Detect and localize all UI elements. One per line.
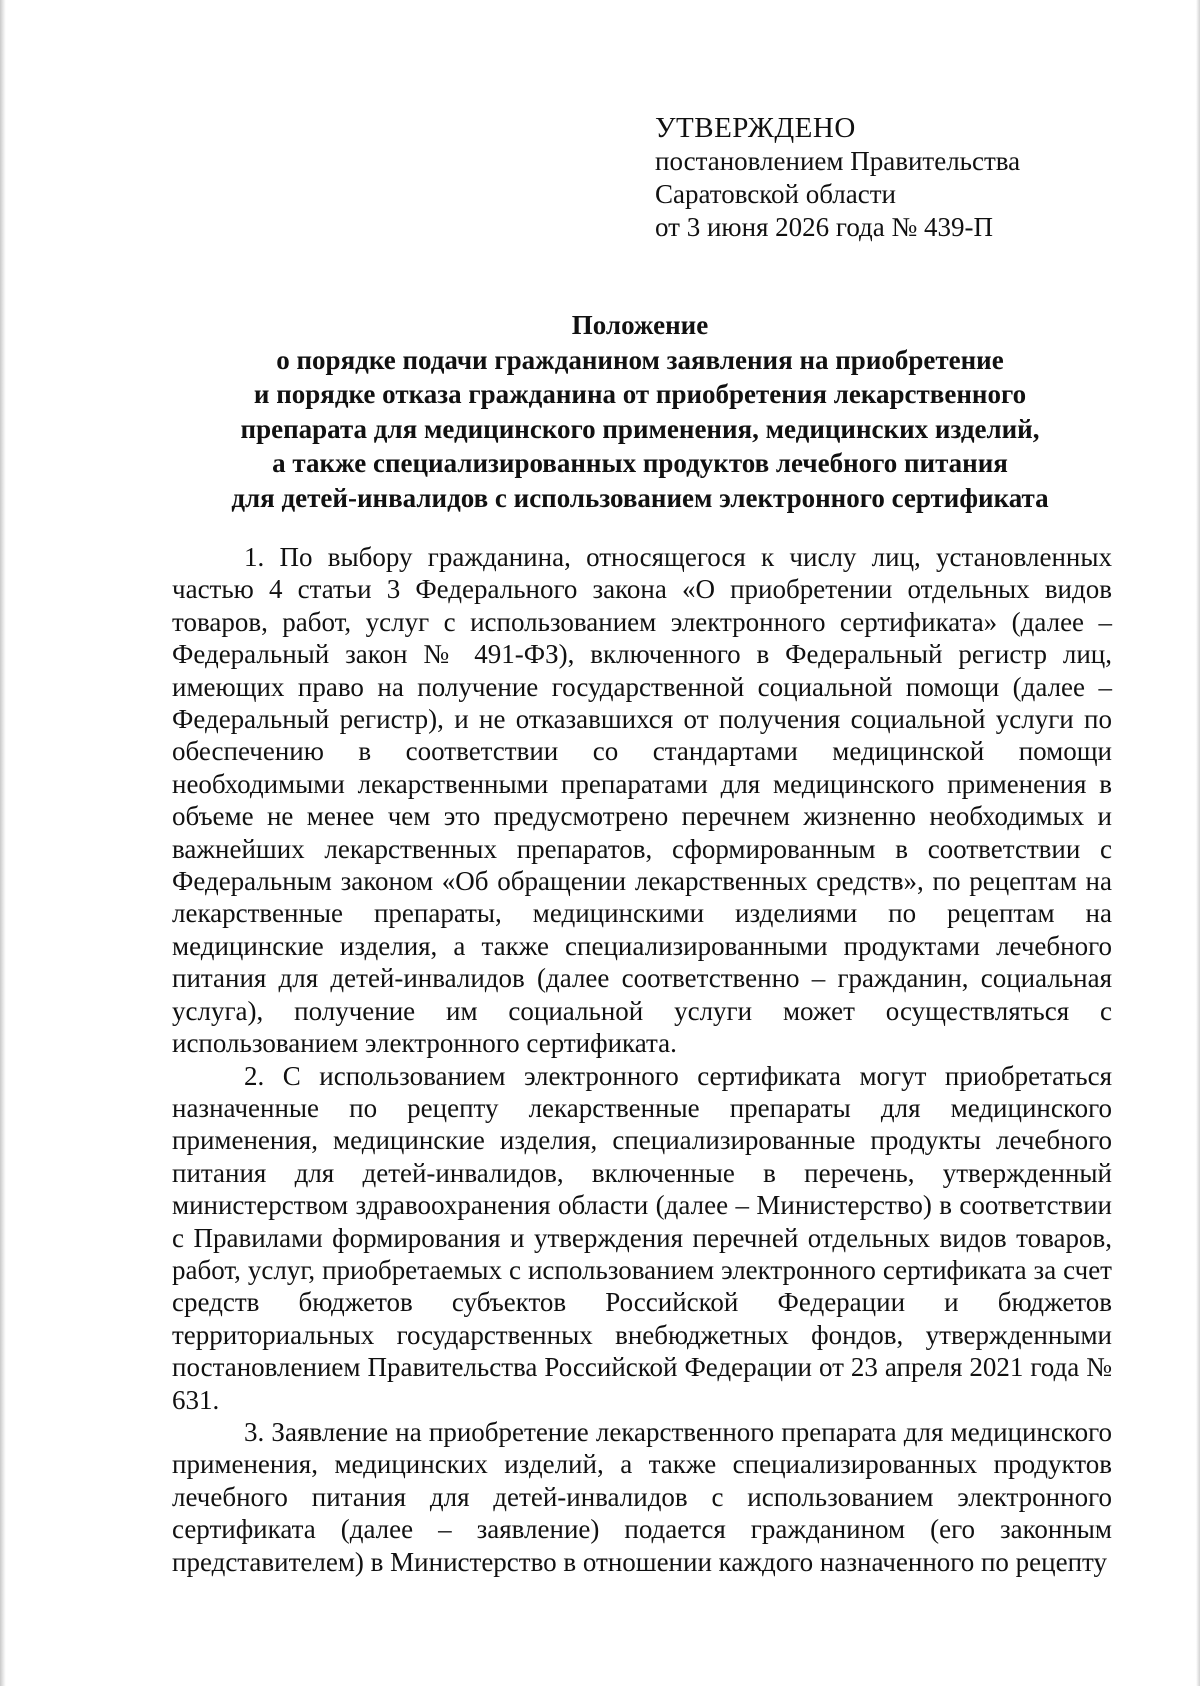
document-title bbox=[170, 308, 1110, 515]
paragraph-1: 1. По выбору гражданина, относящегося к числу лиц, установленных частью 4 статьи 3 Федерального закона «О приобретении отдельных видов товаров, работ, услуг с использованием электронного сертификата» (далее – Федеральный закон № 491-ФЗ), включенного в Федеральный регистр лиц, имеющих право на получение государственной социальной помощи (далее – Федеральный регистр), и не отказавшихся от получения социальной услуги по обеспечению в соответствии со стандартами медицинской помощи необходимыми лекарственными препаратами для медицинского применения в объеме не менее чем это предусмотрено перечнем жизненно необходимых и важнейших лекарственных препаратов, сформированным в соответствии с Федеральным законом «Об обращении лекарственных средств», по рецептам на лекарственные препараты, медицинскими изделиями по рецептам на медицинские изделия, а также специализированными продуктами лечебного питания для детей-инвалидов (далее соответственно – гражданин, социальная услуга), получение им социальной услуги может осуществляться с использованием электронного сертификата. bbox=[172, 542, 1112, 1059]
paragraph-3: 3. Заявление на приобретение лекарственного препарата для медицинского применения, медицинских изделий, а также специализированных продуктов лечебного питания для детей-инвалидов с использованием электронного сертификата (далее – заявление) подается гражданином (его законным представителем) в Министерство в отношении каждого назначенного по рецепту bbox=[172, 1416, 1112, 1577]
approval-line-region: Саратовской области bbox=[655, 179, 896, 209]
approved-label: УТВЕРЖДЕНО bbox=[655, 112, 856, 144]
title-line: для детей-инвалидов с использованием электронного сертификата bbox=[231, 482, 1049, 513]
title-heading: Положение bbox=[571, 310, 709, 340]
title-line: а также специализированных продуктов лечебного питания bbox=[272, 448, 1008, 478]
title-line: и порядке отказа гражданина от приобретения лекарственного bbox=[253, 379, 1027, 409]
approval-line-date-number: от 3 июня 2026 года № 439-П bbox=[655, 212, 994, 242]
scan-edge-right bbox=[1196, 0, 1200, 1686]
approval-line-decree: постановлением Правительства bbox=[655, 146, 1021, 176]
title-line: о порядке подачи гражданином заявления на приобретение bbox=[276, 344, 1004, 375]
paragraph-2: 2. С использованием электронного сертификата могут приобретаться назначенные по рецепту лекарственные препараты для медицинского применения, медицинские изделия, специализированные продукты лечебного питания для детей-инвалидов, включенные в перечень, утвержденный министерством здравоохранения области (далее – Министерство) в соответствии с Правилами формирования и утверждения перечней отдельных видов товаров, работ, услуг, приобретаемых с использованием электронного сертификата за счет средств бюджетов субъектов Российской Федерации и бюджетов территориальных государственных внебюджетных фондов, утвержденными постановлением Правительства Российской Федерации от 23 апреля 2021 года № 631. bbox=[172, 1060, 1112, 1415]
title-line: препарата для медицинского применения, медицинских изделий, bbox=[240, 413, 1040, 444]
scan-edge-left bbox=[0, 0, 6, 1686]
document-body bbox=[172, 541, 1112, 1578]
approval-stamp bbox=[655, 112, 1155, 244]
